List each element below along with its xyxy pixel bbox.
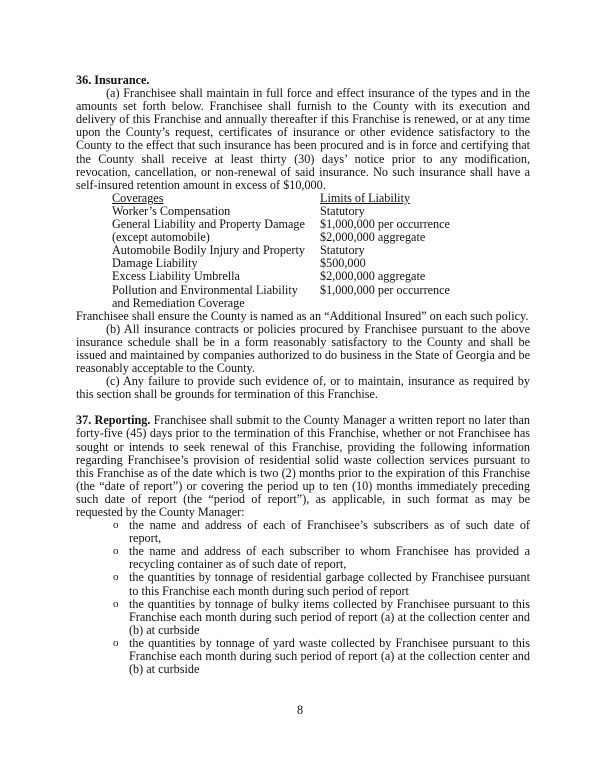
list-item	[76, 598, 530, 637]
table-row	[112, 284, 532, 297]
list-item	[76, 571, 530, 597]
section-36-heading: 36. Insurance.	[76, 73, 150, 87]
limit-cell: $2,000,000 aggregate	[320, 269, 426, 284]
coverage-cell: Worker’s Compensation	[112, 203, 231, 218]
list-item	[76, 545, 530, 571]
insurance-table	[112, 192, 532, 310]
limits-header: Limits of Liability	[320, 190, 411, 205]
coverages-header: Coverages	[112, 190, 164, 205]
limit-cell: $2,000,000 aggregate	[320, 230, 426, 245]
bullet-icon: o	[113, 545, 119, 558]
limit-cell: Statutory	[320, 243, 365, 258]
bullet-icon: o	[113, 571, 119, 584]
list-item-text: the name and address of each subscriber to whom Franchisee has provided a recycling container as of such date of report,	[129, 544, 530, 572]
document-page	[76, 74, 530, 676]
section-37-heading: 37. Reporting.	[76, 413, 151, 428]
insurance-table-header	[112, 192, 532, 205]
additional-insured-text: Franchisee shall ensure the County is named as an “Additional Insured” on each such policy.	[76, 308, 529, 323]
list-item-text: the quantities by tonnage of yard waste collected by Franchisee pursuant to this Franchise each month during such period of report (a) at the collection center and (b) at curbside	[129, 635, 530, 677]
table-row	[112, 297, 532, 310]
limit-cell: $500,000	[320, 256, 366, 271]
list-item	[76, 637, 530, 676]
coverage-cell: and Remediation Coverage	[112, 295, 245, 310]
limit-cell: Statutory	[320, 203, 365, 218]
section-37-paragraph	[76, 414, 530, 519]
coverage-cell: Damage Liability	[112, 256, 198, 271]
section-36-paragraph-b: (b) All insurance contracts or policies procured by Franchisee pursuant to the above insurance schedule shall be in a form reasonably satisfactory to the County and shall be issued and maintained by companies authorized to do business in the State of Georgia and be reasonably acceptable to the County.	[76, 321, 530, 376]
section-37-body: Franchisee shall submit to the County Manager a written report no later than forty-five (45) days prior to the termination of this Franchise, whether or not Franchisee has sought or intends to seek renewal of this Franchise, providing the following information regarding Franchisee’s provision of residential solid waste collection services pursuant to this Franchise as of the date which is two (2) months prior to the expiration of this Franchise (the “date of report”) or covering the period up to ten (10) months immediately preceding such date of report (the “period of report”), as applicable, in such format as may be requested by the County Manager:	[76, 413, 531, 519]
limit-cell: $1,000,000 per occurrence	[320, 217, 450, 232]
report-items-list	[76, 519, 530, 676]
coverage-cell: (except automobile)	[112, 230, 210, 245]
coverage-cell: Excess Liability Umbrella	[112, 269, 240, 284]
limit-cell	[320, 297, 532, 310]
table-row	[112, 270, 532, 283]
coverage-cell: Automobile Bodily Injury and Property	[112, 243, 305, 258]
list-item	[76, 519, 530, 545]
page-number: 8	[296, 703, 304, 717]
bullet-icon: o	[113, 636, 119, 649]
section-36-paragraph-a: (a) Franchisee shall maintain in full force and effect insurance of the types and in the amounts set forth below. Franchisee shall furnish to the County with its execution and delivery of this Franchise and annually thereafter if this Franchise is renewed, or at any time upon the County’s request, certificates of insurance or other evidence satisfactory to the County to the effect that such insurance has been procured and is in force and certifying that the County shall receive at least thirty (30) days’ notice prior to any modification, revocation, cancellation, or non-renewal of said insurance. No such insurance shall have a self-insured retention amount in excess of $10,000.	[76, 86, 530, 192]
list-item-text: the name and address of each of Franchisee’s subscribers as of such date of report,	[129, 518, 530, 546]
section-36-paragraph-c: (c) Any failure to provide such evidence of, or to maintain, insurance as required by this section shall be grounds for termination of this Franchise.	[76, 374, 530, 402]
coverage-cell: Pollution and Environmental Liability	[112, 282, 298, 297]
coverage-cell: General Liability and Property Damage	[112, 217, 305, 232]
list-item-text: the quantities by tonnage of bulky items collected by Franchisee pursuant to this Franchise each month during such period of report (a) at the collection center and (b) at curbside	[129, 596, 530, 637]
list-item-text: the quantities by tonnage of residential garbage collected by Franchisee pursuant to this Franchise each month during such period of report	[129, 570, 530, 598]
bullet-icon: o	[113, 519, 119, 532]
bullet-icon: o	[113, 597, 119, 610]
limit-cell: $1,000,000 per occurrence	[320, 282, 450, 297]
